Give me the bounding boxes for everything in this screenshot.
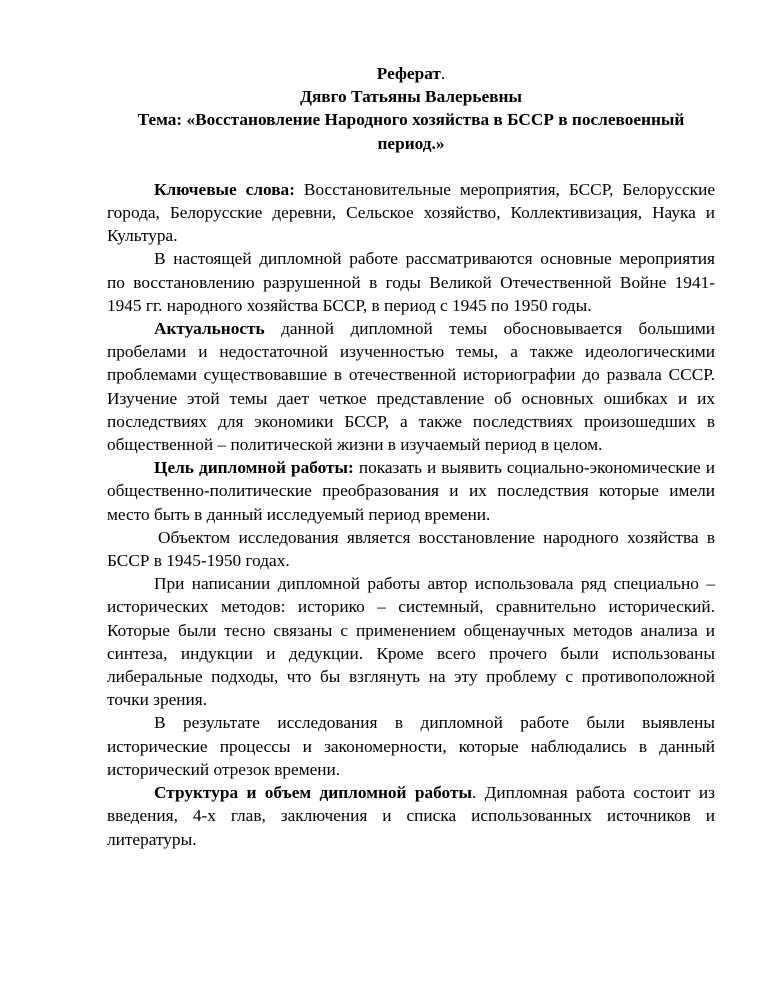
intro-paragraph: В настоящей дипломной работе рассматриваются основные мероприятия по восстановлению разрушенной в годы Великой Отечественной Войне 1941-1945 гг. народного хозяйства БССР, в период с 1945 по 1950 годы. bbox=[107, 249, 715, 315]
relevance-text: данной дипломной темы обосновывается большими пробелами и недостаточной изученностью темы, а также идеологическими проблемами существовавшие в отечественной историографии до развала СССР. Изучение этой темы дает четкое представление об основных ошибках и их последствиях для экономики БССР, а также последствиях произошедших в общественной – политической жизни в изучаемый период в целом. bbox=[107, 319, 715, 455]
spacer bbox=[107, 155, 715, 178]
keywords-paragraph bbox=[107, 178, 715, 248]
relevance-label: Актуальность bbox=[154, 319, 265, 339]
keywords-text: Восстановительные мероприятия, БССР, Белорусские города, Белорусские деревни, Сельское хозяйство, Коллективизация, Наука и Культура. bbox=[107, 179, 715, 246]
methods-paragraph: При написании дипломной работы автор использовала ряд специально – исторических методов: историко – системный, сравнительно исторический. Которые были тесно связаны с применением общенаучных методов анализа и синтеза, индукции и дедукции. Кроме всего прочего были использованы либеральные подходы, что бы взглянуть на эту проблему с противоположной точки зрения. bbox=[107, 574, 715, 710]
goal-paragraph bbox=[107, 456, 715, 526]
results-paragraph: В результате исследования в дипломной работе были выявлены исторические процессы и закономерности, которые наблюдались в данный исторический отрезок времени. bbox=[107, 713, 715, 779]
keywords-label: Ключевые слова: bbox=[154, 179, 295, 199]
object-paragraph: Объектом исследования является восстановление народного хозяйства в БССР в 1945-1950 годах. bbox=[107, 527, 715, 571]
structure-label: Структура и объем дипломной работы bbox=[154, 783, 472, 803]
relevance-paragraph bbox=[107, 317, 715, 456]
title-block bbox=[107, 62, 715, 155]
structure-text: . Дипломная работа состоит из введения, 4-х глав, заключения и списка использованных источников и литературы. bbox=[107, 783, 715, 849]
document-page bbox=[107, 62, 715, 851]
goal-text: показать и выявить социально-экономические и общественно-политические преобразования и их последствия которые имели место быть в данный исследуемый период времени. bbox=[107, 458, 715, 524]
structure-paragraph bbox=[107, 781, 715, 851]
doc-type-dot: . bbox=[440, 64, 446, 83]
author-heading: Дявго Татьяны Валерьевны bbox=[300, 87, 522, 107]
doc-type-heading bbox=[107, 62, 715, 85]
goal-label: Цель дипломной работы: bbox=[154, 458, 354, 478]
doc-type: Реферат bbox=[376, 64, 441, 83]
topic-heading: Тема: «Восстановление Народного хозяйства в БССР в послевоенный период.» bbox=[137, 110, 685, 153]
